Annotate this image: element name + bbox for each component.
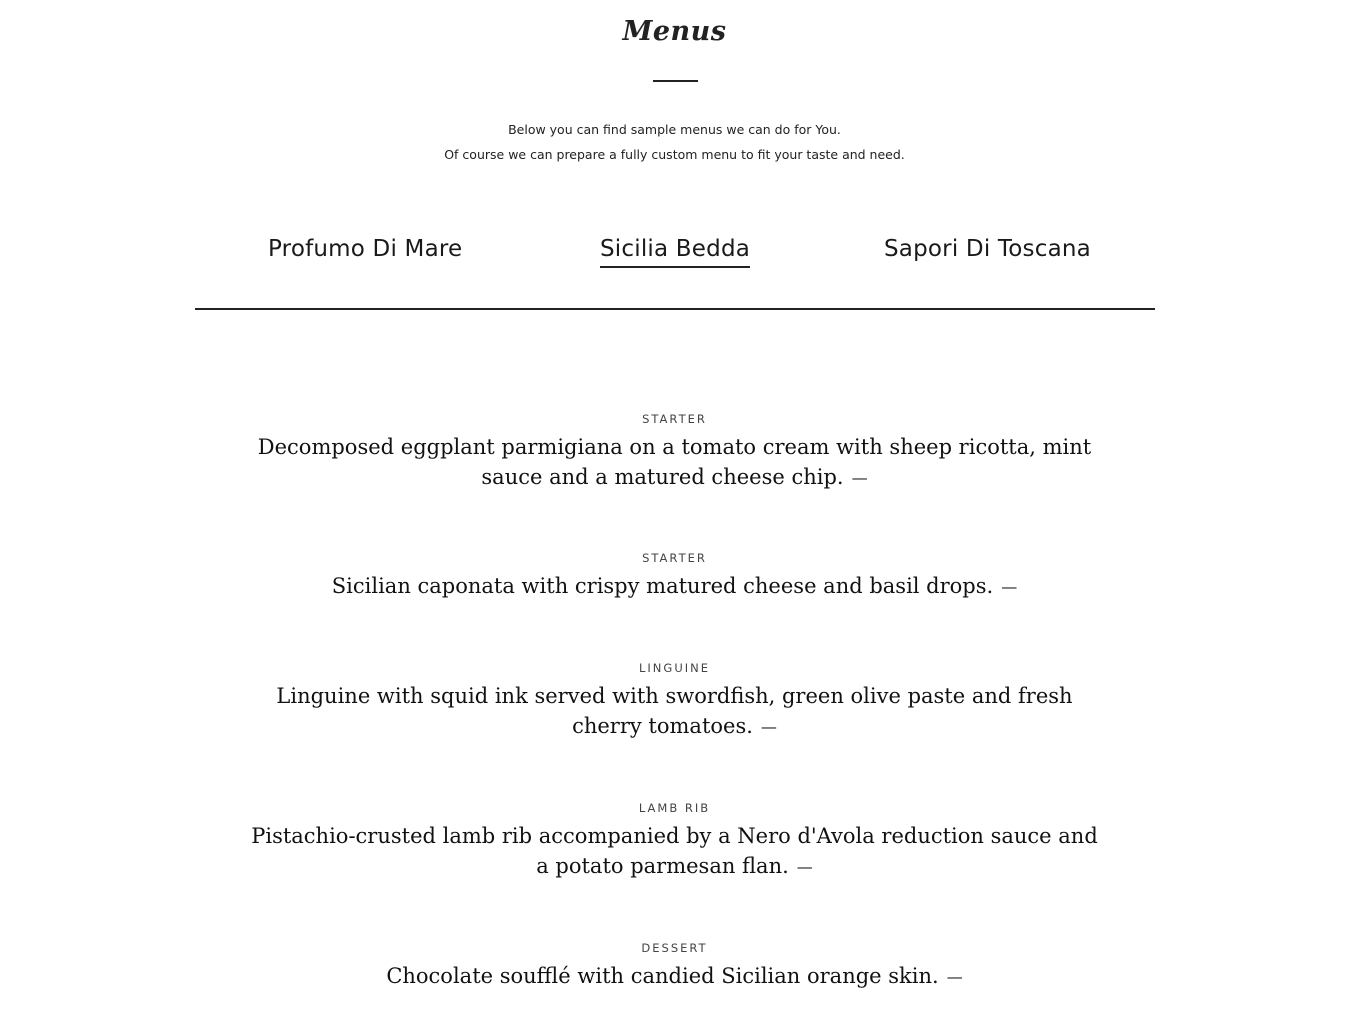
menu-course <box>0 549 1349 659</box>
menu-course-list <box>0 410 1349 1019</box>
course-description-text: Linguine with squid ink served with swordfish, green olive paste and fresh cherry tomatoes. <box>276 684 1073 738</box>
dash-icon: — <box>851 468 868 487</box>
course-label: STARTER <box>642 551 707 565</box>
title-divider <box>653 80 698 82</box>
course-description <box>245 432 1105 493</box>
course-description <box>245 821 1105 882</box>
tab-sapori-di-toscana[interactable]: Sapori Di Toscana <box>884 236 1091 262</box>
course-description-text: Decomposed eggplant parmigiana on a tomato cream with sheep ricotta, mint sauce and a matured cheese chip. <box>257 435 1092 489</box>
course-description-text: Pistachio-crusted lamb rib accompanied by a Nero d'Avola reduction sauce and a potato parmesan flan. <box>251 824 1098 878</box>
course-description <box>245 571 1105 602</box>
course-description-text: Sicilian caponata with crispy matured cheese and basil drops. <box>331 574 994 598</box>
intro-line-1: Below you can find sample menus we can do for You. <box>508 122 841 137</box>
intro-text <box>0 117 1349 167</box>
menu-course <box>0 799 1349 939</box>
course-label: STARTER <box>642 412 707 426</box>
dash-icon: — <box>796 857 813 876</box>
dash-icon: — <box>760 717 777 736</box>
intro-line-2: Of course we can prepare a fully custom menu to fit your taste and need. <box>444 147 905 162</box>
dash-icon: — <box>1001 577 1018 596</box>
menu-course <box>0 410 1349 549</box>
menu-course <box>0 939 1349 1019</box>
dash-icon: — <box>946 967 963 986</box>
menu-tabs <box>195 236 1155 276</box>
course-label: LAMB RIB <box>638 801 711 815</box>
tabs-divider <box>195 308 1155 310</box>
menu-course <box>0 659 1349 799</box>
course-label: LINGUINE <box>639 661 710 675</box>
course-label: DESSERT <box>641 941 708 955</box>
page-title: Menus <box>622 16 727 47</box>
tab-sicilia-bedda[interactable]: Sicilia Bedda <box>600 236 750 268</box>
course-description-text: Chocolate soufflé with candied Sicilian orange skin. <box>386 964 939 988</box>
course-description <box>245 961 1105 992</box>
course-description <box>245 681 1105 742</box>
tab-profumo-di-mare[interactable]: Profumo Di Mare <box>268 236 463 262</box>
